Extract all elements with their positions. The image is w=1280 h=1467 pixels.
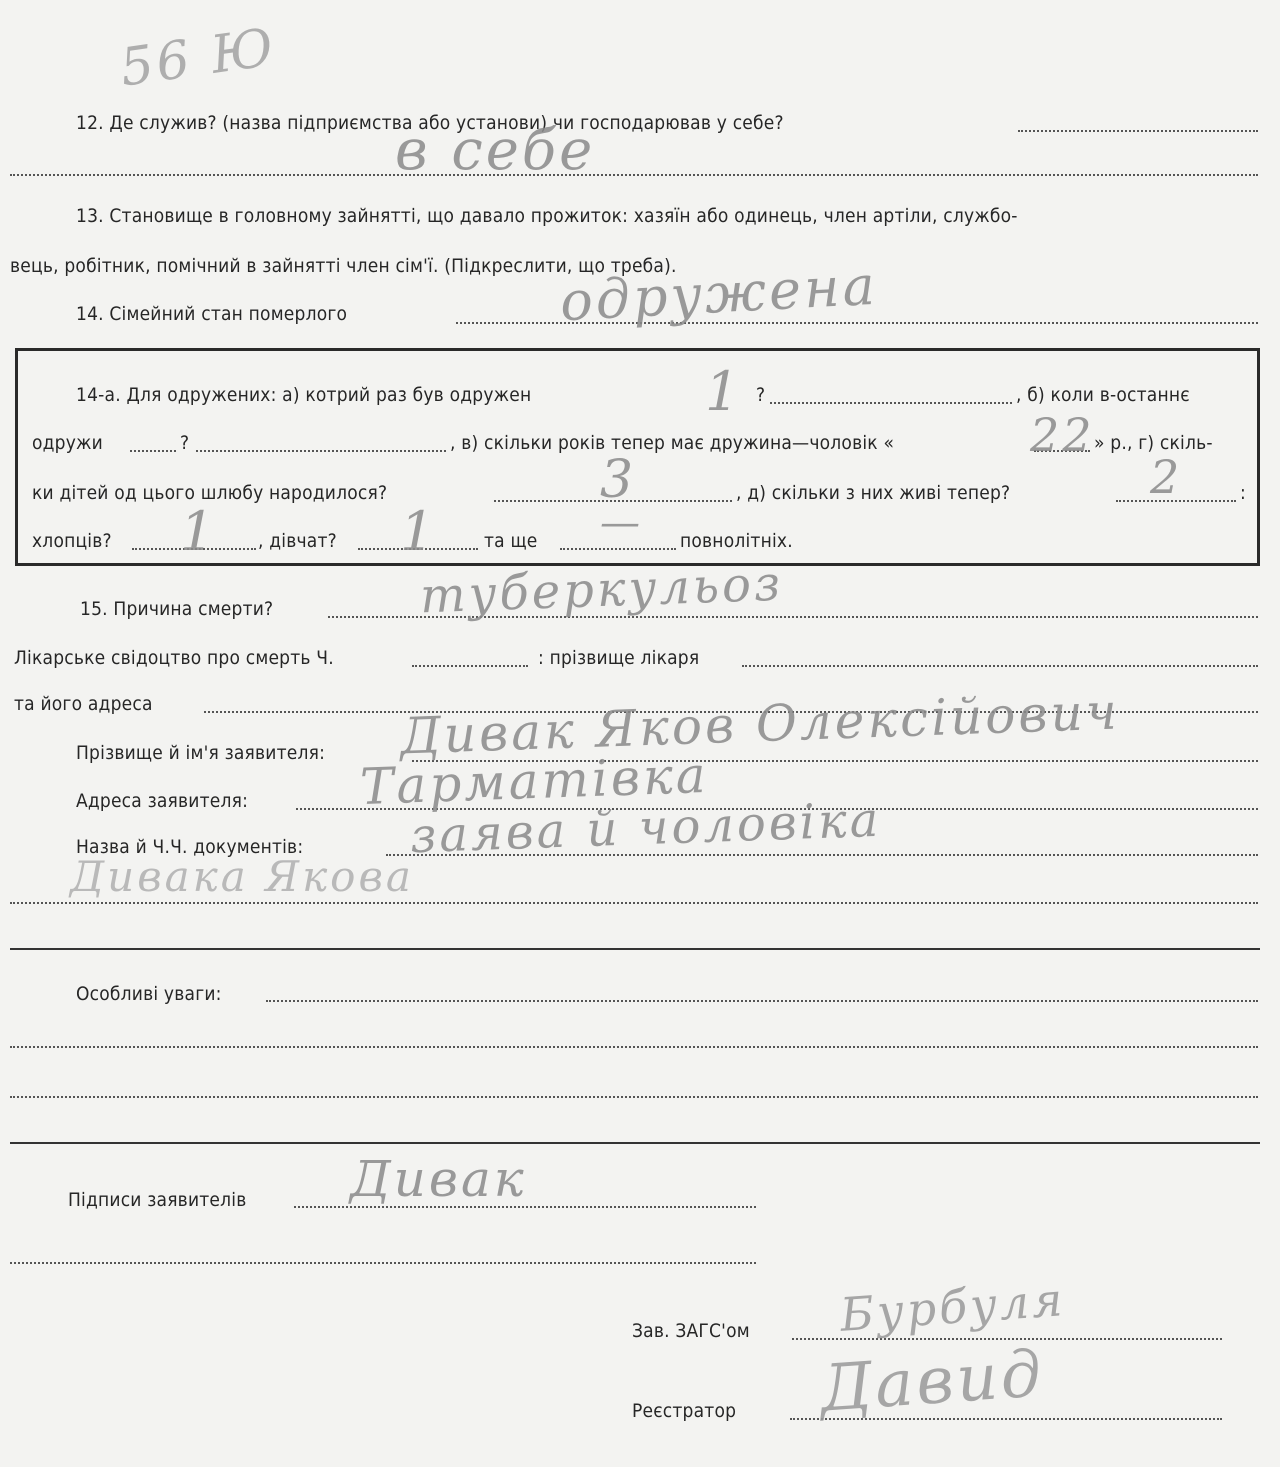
documents-value: заява й чоловіка	[409, 791, 883, 865]
q14-label: 14. Сімейний стан померлого	[76, 303, 348, 325]
applicants-signatures-line-2	[10, 1262, 756, 1264]
q13-line-2: вець, робітник, помічний в зайнятті член сім'ї. (Підкреслити, що треба).	[10, 255, 677, 277]
q14a-line4-label-a: хлопців?	[32, 530, 112, 552]
documents-label: Назва й Ч.Ч. документів:	[76, 836, 304, 858]
q14a-line4-label-b: , дівчат?	[258, 530, 337, 552]
applicants-signatures-label: Підписи заявителів	[68, 1189, 247, 1211]
q14a-children-alive: 2	[1150, 450, 1183, 504]
doctor-address-label: та його адреса	[14, 693, 153, 715]
notes-line-2	[10, 1046, 1258, 1048]
q14a-line2-label-d: » р., г) скіль-	[1094, 432, 1213, 454]
doctor-name-label: : прізвище лікаря	[538, 647, 700, 669]
registrar-label: Реєстратор	[632, 1400, 737, 1422]
q14a-marriage-date-line-2	[196, 450, 446, 452]
applicant-name-label: Прізвище й ім'я заявителя:	[76, 742, 326, 764]
q14a-line3-label-a: ки дітей од цього шлюбу народилося?	[32, 482, 388, 504]
q14a-children-born: 3	[600, 450, 637, 510]
q15-label: 15. Причина смерти?	[80, 598, 274, 620]
notes-line-1	[266, 1000, 1258, 1002]
q14a-girls: 1	[400, 500, 438, 563]
section-divider-1	[10, 948, 1260, 950]
documents-line-2	[10, 902, 1258, 904]
q14a-line4-label-d: повнолітніх.	[680, 530, 793, 552]
q12-label: 12. Де служив? (назва підприємства або установи) чи господарював у себе?	[76, 112, 784, 134]
q14a-line1-label-c: , б) коли в-останнє	[1016, 384, 1190, 406]
q14-answer: одружена	[558, 253, 880, 334]
medical-certificate-label: Лікарське свідоцтво про смерть Ч.	[14, 647, 334, 669]
doctor-name-line	[742, 665, 1258, 667]
archive-mark: 56 Ю	[116, 17, 281, 99]
q14a-adults-line	[560, 548, 676, 550]
notes-line-3	[10, 1096, 1258, 1098]
q14a-boys: 1	[180, 500, 218, 563]
q14a-line1-label-a: 14-а. Для одружених: а) котрий раз був одружен	[76, 384, 532, 406]
q14a-line2-label-a: одружи	[32, 432, 103, 454]
q12-dotted-line-1	[1018, 130, 1258, 132]
zags-head-label: Зав. ЗАГС'ом	[632, 1320, 750, 1342]
q14a-spouse-age: 22	[1030, 408, 1095, 462]
q14a-line3-label-b: , д) скільки з них живі тепер?	[736, 482, 1011, 504]
q12-dotted-line-2	[10, 174, 1258, 176]
q14a-times-married: 1	[705, 360, 743, 423]
applicants-signature: Дивак	[350, 1150, 527, 1208]
q14a-times-married-line	[770, 402, 1012, 404]
q14a-line1-label-b: ?	[756, 384, 766, 406]
documents-value-2: Дивака Якова	[70, 852, 414, 901]
section-divider-2	[10, 1142, 1260, 1144]
q12-answer: в себе	[395, 118, 596, 183]
q14a-line2-label-c: , в) скільки років тепер має дружина—чоловік «	[450, 432, 895, 454]
q14a-marriage-date-line-1	[130, 450, 176, 452]
medical-certificate-number-line	[412, 665, 528, 667]
registrar-signature: Давид	[817, 1337, 1047, 1427]
q14a-line2-label-b: ?	[180, 432, 190, 454]
q15-answer: туберкульоз	[419, 555, 784, 625]
zags-head-signature: Бурбуля	[838, 1272, 1068, 1342]
notes-label: Особливі уваги:	[76, 983, 222, 1005]
applicant-name-value: Дивак Яков Олексійович	[399, 682, 1121, 766]
applicant-address-value: Тарматівка	[359, 745, 710, 817]
applicant-address-label: Адреса заявителя:	[76, 790, 249, 812]
q14a-adults: —	[600, 500, 643, 546]
q14a-line4-label-c: та ще	[484, 530, 538, 552]
q13-line-1: 13. Становище в головному зайнятті, що давало прожиток: хазяїн або одинець, член артіли, службо-	[76, 205, 1018, 227]
q14a-line3-label-c: :	[1240, 482, 1246, 504]
